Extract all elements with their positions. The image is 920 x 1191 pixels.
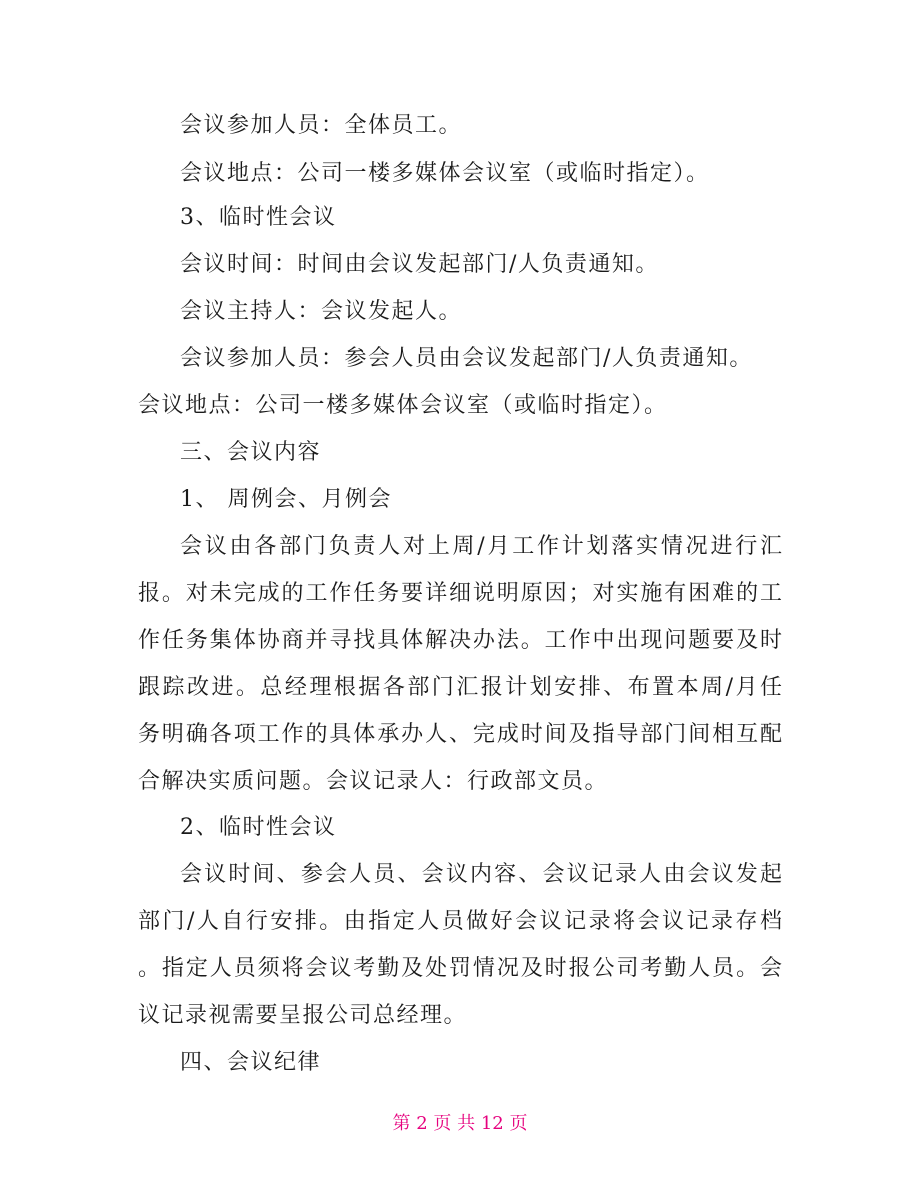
text-line: 会议时间：时间由会议发起部门/人负责通知。 — [180, 252, 659, 277]
section-heading: 四、会议纪律 — [180, 1050, 322, 1075]
text-line: 会议地点：公司一楼多媒体会议室（或临时指定）。 — [180, 161, 710, 186]
text-line: 作任务集体协商并寻找具体解决办法。工作中出现问题要及时 — [138, 628, 784, 653]
text-line: 会议地点：公司一楼多媒体会议室（或临时指定）。 — [138, 393, 668, 418]
text-line: 务明确各项工作的具体承办人、完成时间及指导部门间相互配 — [138, 722, 784, 747]
section-heading: 3、临时性会议 — [180, 205, 337, 230]
page-number-footer: 第 2 页 共 12 页 — [392, 1113, 528, 1134]
text-line: 会议参加人员：全体员工。 — [180, 113, 463, 138]
text-line: 部门/人自行安排。由指定人员做好会议记录将会议记录存档 — [138, 909, 785, 934]
text-line: 会议时间、参会人员、会议内容、会议记录人由会议发起 — [180, 862, 785, 887]
section-heading: 三、会议内容 — [180, 440, 322, 465]
text-line: 合解决实质问题。会议记录人：行政部文员。 — [138, 769, 609, 794]
text-line: 。指定人员须将会议考勤及处罚情况及时报公司考勤人员。会 — [138, 956, 784, 981]
text-line: 跟踪改进。总经理根据各部门汇报计划安排、布置本周/月任 — [138, 675, 785, 700]
text-line: 会议参加人员：参会人员由会议发起部门/人负责通知。 — [180, 346, 753, 371]
section-heading: 1、 周例会、月例会 — [180, 487, 392, 512]
text-line: 会议由各部门负责人对上周/月工作计划落实情况进行汇 — [180, 534, 785, 559]
text-line: 议记录视需要呈报公司总经理。 — [138, 1003, 468, 1028]
text-line: 会议主持人：会议发起人。 — [180, 299, 463, 324]
text-line: 报。对未完成的工作任务要详细说明原因；对实施有困难的工 — [138, 581, 784, 606]
section-heading: 2、临时性会议 — [180, 815, 337, 840]
